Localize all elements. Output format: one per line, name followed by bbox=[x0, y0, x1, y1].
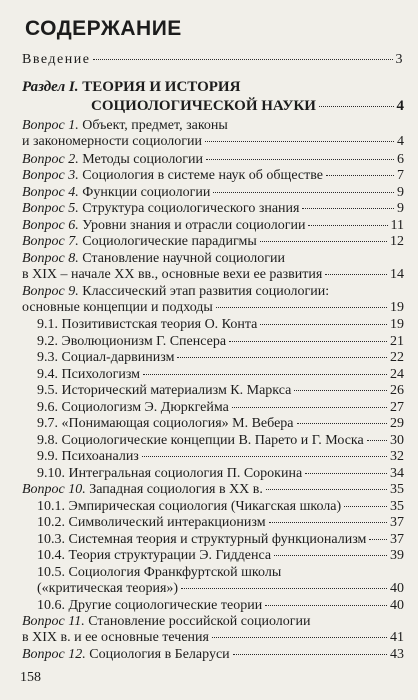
toc-entry-label: Вопрос 5. bbox=[22, 201, 79, 216]
toc-entry-label: Вопрос 8. bbox=[22, 251, 79, 266]
dot-leader bbox=[265, 605, 387, 606]
page-title: СОДЕРЖАНИЕ bbox=[25, 17, 182, 40]
toc-entry-last-line bbox=[22, 168, 404, 184]
toc-entry-last-line bbox=[22, 134, 404, 150]
toc-entry-title: Вопрос 6. Уровни знания и отрасли социологии bbox=[22, 218, 306, 233]
dot-leader bbox=[326, 175, 394, 176]
toc-entry-title: 10.2. Символический интеракционизм bbox=[37, 515, 266, 530]
toc-entry-title: в XIX – начале XX вв., основные вехи ее развития bbox=[22, 267, 323, 282]
toc-entry-label: Вопрос 10. bbox=[22, 482, 86, 497]
toc-entry-title: 9.7. «Понимающая социология» М. Вебера bbox=[37, 416, 294, 431]
dot-leader bbox=[205, 141, 394, 142]
toc-entry bbox=[37, 449, 404, 465]
toc-entry-title: 9.1. Позитивистская теория О. Конта bbox=[37, 317, 258, 332]
toc-entry-last-line bbox=[37, 499, 404, 515]
toc-entry-last-line bbox=[37, 383, 404, 399]
dot-leader bbox=[274, 555, 387, 556]
dot-leader bbox=[308, 225, 387, 226]
toc-entry-label: Вопрос 12. bbox=[22, 647, 86, 662]
toc-entry-title: Вопрос 1. Объект, предмет, законы bbox=[22, 118, 228, 133]
toc-entry-page: 19 bbox=[390, 317, 404, 332]
toc-entry-page: 6 bbox=[397, 152, 404, 167]
dot-leader bbox=[369, 539, 387, 540]
toc-entry-last-line bbox=[22, 52, 404, 68]
toc-entry bbox=[22, 284, 404, 316]
toc-entry-label: Вопрос 1. bbox=[22, 118, 79, 133]
toc-entry-line bbox=[22, 284, 404, 300]
toc-entry bbox=[22, 614, 404, 646]
toc-entry-last-line bbox=[37, 466, 404, 482]
toc-entry-last-line bbox=[37, 334, 404, 350]
toc-entry-page: 4 bbox=[396, 98, 404, 114]
toc-entry-last-line bbox=[22, 218, 404, 234]
dot-leader bbox=[325, 274, 387, 275]
toc-entry-label: Вопрос 3. bbox=[22, 168, 79, 183]
toc-entry-title: 9.4. Психологизм bbox=[37, 367, 141, 382]
toc-entry-page: 11 bbox=[390, 218, 404, 233]
dot-leader bbox=[260, 324, 387, 325]
toc-entry-title: Раздел I. ТЕОРИЯ И ИСТОРИЯ bbox=[22, 79, 241, 95]
toc-entry-title: Вопрос 10. Западная социология в XX в. bbox=[22, 482, 263, 497]
toc-entry-page: 37 bbox=[390, 532, 404, 547]
toc-entry-title: 10.1. Эмпирическая социология (Чикагская школа) bbox=[37, 499, 342, 514]
toc-entry-line bbox=[22, 614, 404, 630]
toc-entry-title: СОЦИОЛОГИЧЕСКОЙ НАУКИ bbox=[91, 98, 316, 114]
toc-entry-page: 19 bbox=[390, 300, 404, 315]
dot-leader bbox=[302, 208, 394, 209]
toc-entry-last-line bbox=[22, 482, 404, 498]
toc-entry-last-line bbox=[22, 647, 404, 663]
toc-entry bbox=[22, 78, 404, 116]
toc-entry-page: 40 bbox=[390, 598, 404, 613]
toc-entry-title: 10.5. Социология Франкфуртской школы bbox=[37, 565, 282, 580]
toc-entry bbox=[22, 234, 404, 250]
toc-entry-title: 9.5. Исторический материализм К. Маркса bbox=[37, 383, 292, 398]
dot-leader bbox=[206, 159, 394, 160]
dot-leader bbox=[232, 407, 387, 408]
toc-entry-title: 10.3. Системная теория и структурный функционализм bbox=[37, 532, 367, 547]
toc-entry bbox=[22, 168, 404, 184]
toc-entry bbox=[37, 433, 404, 449]
toc-entry-title: в XIX в. и ее основные течения bbox=[22, 630, 209, 645]
dot-leader bbox=[294, 390, 387, 391]
toc-entry-title: Вопрос 11. Становление российской социологии bbox=[22, 614, 311, 629]
dot-leader bbox=[212, 637, 387, 638]
toc-entry bbox=[37, 367, 404, 383]
toc-entry-last-line bbox=[22, 300, 404, 316]
toc-entry-label: Вопрос 2. bbox=[22, 152, 79, 167]
dot-leader bbox=[177, 357, 387, 358]
toc-entry-title: основные концепции и подходы bbox=[22, 300, 213, 315]
dot-leader bbox=[367, 440, 387, 441]
toc-entry-last-line bbox=[37, 317, 404, 333]
toc-entry-page: 24 bbox=[390, 367, 404, 382]
toc-entry-last-line bbox=[22, 152, 404, 168]
toc-entry-page: 7 bbox=[397, 168, 404, 183]
toc-entry-last-line bbox=[22, 201, 404, 217]
toc-entry-last-line bbox=[37, 449, 404, 465]
toc-entry-title: Вопрос 5. Структура социологического знания bbox=[22, 201, 300, 216]
toc-entry-page: 22 bbox=[390, 350, 404, 365]
dot-leader bbox=[344, 506, 387, 507]
toc-entry-title: Введение bbox=[22, 52, 91, 67]
toc-entry-title: Вопрос 4. Функции социологии bbox=[22, 185, 211, 200]
toc-entry-last-line bbox=[37, 433, 404, 449]
toc-entry-last-line bbox=[22, 97, 404, 116]
dot-leader bbox=[142, 456, 387, 457]
toc-entry bbox=[37, 598, 404, 614]
toc-entry-title: («критическая теория») bbox=[37, 581, 179, 596]
toc-entry-title: и закономерности социологии bbox=[22, 134, 203, 149]
toc-entry-page: 9 bbox=[397, 201, 404, 216]
toc-entry-label: Вопрос 4. bbox=[22, 185, 79, 200]
toc-entry-page: 14 bbox=[390, 267, 404, 282]
toc-entry-page: 35 bbox=[390, 482, 404, 497]
toc-entry bbox=[22, 482, 404, 498]
toc-entry bbox=[22, 201, 404, 217]
toc-entry-page: 3 bbox=[395, 52, 404, 67]
toc-entry bbox=[22, 52, 404, 68]
toc-entry-last-line bbox=[22, 267, 404, 283]
toc-entry-last-line bbox=[37, 532, 404, 548]
toc-entry-label: Вопрос 6. bbox=[22, 218, 79, 233]
page-number: 158 bbox=[20, 670, 41, 685]
dot-leader bbox=[319, 106, 394, 107]
toc-entry-last-line bbox=[37, 400, 404, 416]
toc-entry-page: 26 bbox=[390, 383, 404, 398]
toc-entry-title: 9.8. Социологические концепции В. Парето и Г. Моска bbox=[37, 433, 364, 448]
toc-entry-last-line bbox=[37, 350, 404, 366]
dot-leader bbox=[305, 473, 387, 474]
toc-entry-title: Вопрос 8. Становление научной социологии bbox=[22, 251, 285, 266]
toc-entry-page: 12 bbox=[390, 234, 404, 249]
toc-entry-line bbox=[22, 78, 404, 97]
toc-entry-line bbox=[37, 565, 404, 581]
toc-entry-line bbox=[22, 251, 404, 267]
toc-entry bbox=[37, 400, 404, 416]
dot-leader bbox=[216, 307, 387, 308]
dot-leader bbox=[213, 192, 394, 193]
toc-entry-title: 10.6. Другие социологические теории bbox=[37, 598, 263, 613]
toc-entry-page: 41 bbox=[390, 630, 404, 645]
toc-entry-page: 9 bbox=[397, 185, 404, 200]
toc-entry-title: 9.10. Интегральная социология П. Сорокина bbox=[37, 466, 303, 481]
toc-entry-page: 29 bbox=[390, 416, 404, 431]
toc-entry-title: 9.2. Эволюционизм Г. Спенсера bbox=[37, 334, 227, 349]
toc-entry-last-line bbox=[37, 416, 404, 432]
toc-entry bbox=[22, 218, 404, 234]
toc-entry bbox=[37, 350, 404, 366]
toc-entry-page: 39 bbox=[390, 548, 404, 563]
toc-entry-page: 43 bbox=[390, 647, 404, 662]
dot-leader bbox=[233, 654, 387, 655]
toc-entry-line bbox=[22, 118, 404, 134]
toc-entry bbox=[37, 499, 404, 515]
toc-entry bbox=[22, 185, 404, 201]
toc-entry-page: 32 bbox=[390, 449, 404, 464]
toc-entry-page: 30 bbox=[390, 433, 404, 448]
toc-entry-title: Вопрос 2. Методы социологии bbox=[22, 152, 204, 167]
toc-entry bbox=[37, 317, 404, 333]
toc-entry-last-line bbox=[37, 598, 404, 614]
toc-entry bbox=[37, 532, 404, 548]
toc-entry-last-line bbox=[22, 185, 404, 201]
toc-entry-page: 27 bbox=[390, 400, 404, 415]
toc-entry-title: Вопрос 9. Классический этап развития социологии: bbox=[22, 284, 330, 299]
toc-entry bbox=[37, 515, 404, 531]
toc-entry-title: 9.6. Социологизм Э. Дюркгейма bbox=[37, 400, 229, 415]
toc-entry-last-line bbox=[37, 367, 404, 383]
toc-entry bbox=[22, 118, 404, 150]
toc-entry-title: Вопрос 7. Социологические парадигмы bbox=[22, 234, 257, 249]
toc-entry-label: Вопрос 11. bbox=[22, 614, 85, 629]
dot-leader bbox=[93, 59, 392, 60]
toc-entry bbox=[37, 416, 404, 432]
toc-entry-title: 9.3. Социал-дарвинизм bbox=[37, 350, 175, 365]
toc-entry bbox=[22, 152, 404, 168]
toc-entry bbox=[37, 565, 404, 597]
dot-leader bbox=[143, 374, 387, 375]
dot-leader bbox=[260, 241, 387, 242]
toc-entry-last-line bbox=[22, 234, 404, 250]
toc-entry-title: 10.4. Теория структурации Э. Гидденса bbox=[37, 548, 272, 563]
toc-entry-title: Вопрос 12. Социология в Беларуси bbox=[22, 647, 230, 662]
toc-entry bbox=[22, 647, 404, 663]
toc-entry bbox=[37, 383, 404, 399]
toc-entry-page: 4 bbox=[397, 134, 404, 149]
toc-entry bbox=[37, 466, 404, 482]
toc-entry-title: 9.9. Психоанализ bbox=[37, 449, 139, 464]
toc-entry-page: 37 bbox=[390, 515, 404, 530]
toc-entry-label: Вопрос 7. bbox=[22, 234, 79, 249]
toc-entry-label: Раздел I. bbox=[22, 79, 79, 95]
dot-leader bbox=[297, 423, 387, 424]
toc-entry-last-line bbox=[37, 515, 404, 531]
toc-entry-last-line bbox=[22, 630, 404, 646]
toc-entry-title: Вопрос 3. Социология в системе наук об обществе bbox=[22, 168, 323, 183]
dot-leader bbox=[269, 522, 387, 523]
toc-entry-page: 34 bbox=[390, 466, 404, 481]
toc-entry-page: 40 bbox=[390, 581, 404, 596]
toc-entry-page: 21 bbox=[390, 334, 404, 349]
toc-entry bbox=[37, 548, 404, 564]
toc-entry-page: 35 bbox=[390, 499, 404, 514]
toc-entry bbox=[22, 251, 404, 283]
dot-leader bbox=[181, 588, 387, 589]
dot-leader bbox=[229, 341, 387, 342]
toc-entry bbox=[37, 334, 404, 350]
toc-entry-last-line bbox=[37, 548, 404, 564]
toc-entry-label: Вопрос 9. bbox=[22, 284, 79, 299]
toc-entry-last-line bbox=[37, 581, 404, 597]
dot-leader bbox=[266, 489, 387, 490]
